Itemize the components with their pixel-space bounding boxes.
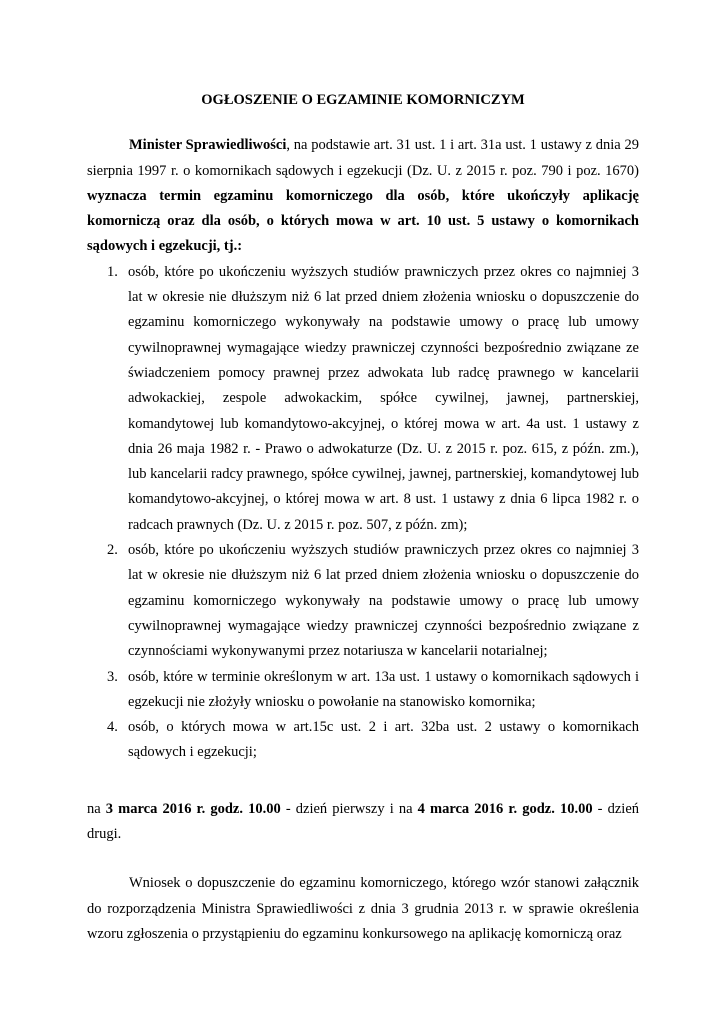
list-item-text: osób, które po ukończeniu wyższych studiów prawniczych przez okres co najmniej 3 lat w okresie nie dłuższym niż 6 lat przed dniem złożenia wniosku o dopuszczenie do egzaminu komorniczego wykonywały na podstawie umowy o pracę lub umowy cywilnoprawnej wymagające wiedzy prawniczej czynności bezpośrednio związane z czynnościami wykonywanymi przez notariusza w kancelarii notarialnej;: [128, 542, 639, 660]
document-title: OGŁOSZENIE O EGZAMINIE KOMORNICZYM: [201, 92, 525, 108]
intro-paragraph: [87, 133, 639, 259]
exam-date-1: 3 marca 2016 r. godz. 10.00: [105, 800, 281, 817]
list-item-text: osób, o których mowa w art.15c ust. 2 i art. 32ba ust. 2 ustawy o komornikach sądowych i egzekucji;: [128, 719, 639, 761]
list-item: [87, 260, 639, 538]
list-item-number: 1.: [107, 263, 118, 280]
eligibility-list: [87, 260, 639, 766]
dates-prefix: na: [87, 800, 106, 817]
closing-paragraph: Wniosek o dopuszczenie do egzaminu komorniczego, którego wzór stanowi załącznik do rozporządzenia Ministra Sprawiedliwości z dnia 3 grudnia 2013 r. w sprawie określenia wzoru zgłoszenia o przystąpieniu do egzaminu konkursowego na aplikację komorniczą oraz: [87, 875, 639, 942]
list-item: [87, 665, 639, 716]
list-item-number: 3.: [107, 668, 118, 685]
list-item: [87, 538, 639, 664]
dates-suffix: - dzień drugi.: [87, 800, 640, 843]
list-item-number: 4.: [107, 719, 118, 736]
spacer: [87, 766, 639, 797]
list-item-text: osób, które po ukończeniu wyższych studiów prawniczych przez okres co najmniej 3 lat w okresie nie dłuższym niż 6 lat przed dniem złożenia wniosku o dopuszczenie do egzaminu komorniczego wykonywały na podstawie umowy o pracę lub umowy cywilnoprawnej wymagające wiedzy prawniczej czynności bezpośrednio związane ze świadczeniem pomocy prawnej przez adwokata lub radcę prawnego w kancelarii adwokackiej, zespole adwokackim, spółce cywilnej, jawnej, partnerskiej, komandytowej lub komandytowo-akcyjnej, o której mowa w art. 4a ust. 1 ustawy z dnia 26 maja 1982 r. - Prawo o adwokaturze (Dz. U. z 2015 r. poz. 615, z późn. zm.), lub kancelarii radcy prawnego, spółce cywilnej, jawnej, partnerskiej, komandytowej lub komandytowo-akcyjnej, o której mowa w art. 8 ust. 1 ustawy z dnia 6 lipca 1982 r. o radcach prawnych (Dz. U. z 2015 r. poz. 507, z późn. zm);: [128, 263, 639, 533]
intro-text: , na podstawie art. 31 ust. 1 i art. 31a ust. 1 ustawy z dnia 29 sierpnia 1997 r. o komornikach sądowych i egzekucji (Dz. U. z 2015 r. poz. 790 i poz. 1670): [87, 137, 639, 179]
list-item: [87, 715, 639, 766]
list-item-number: 2.: [107, 542, 118, 559]
exam-dates-paragraph: [87, 797, 639, 848]
list-item-text: osób, które w terminie określonym w art. 13a ust. 1 ustawy o komornikach sądowych i egzekucji nie złożyły wniosku o powołanie na stanowisko komornika;: [128, 668, 639, 710]
intro-bold-text: wyznacza termin egzaminu komorniczego dla osób, które ukończyły aplikację komorniczą oraz dla osób, o których mowa w art. 10 ust. 5 ustawy o komornikach sądowych i egzekucji, tj.:: [87, 187, 639, 255]
spacer: [87, 847, 639, 871]
dates-middle: - dzień pierwszy i na: [280, 800, 418, 817]
minister-name: Minister Sprawiedliwości: [129, 137, 287, 154]
exam-date-2: 4 marca 2016 r. godz. 10.00: [417, 800, 593, 817]
